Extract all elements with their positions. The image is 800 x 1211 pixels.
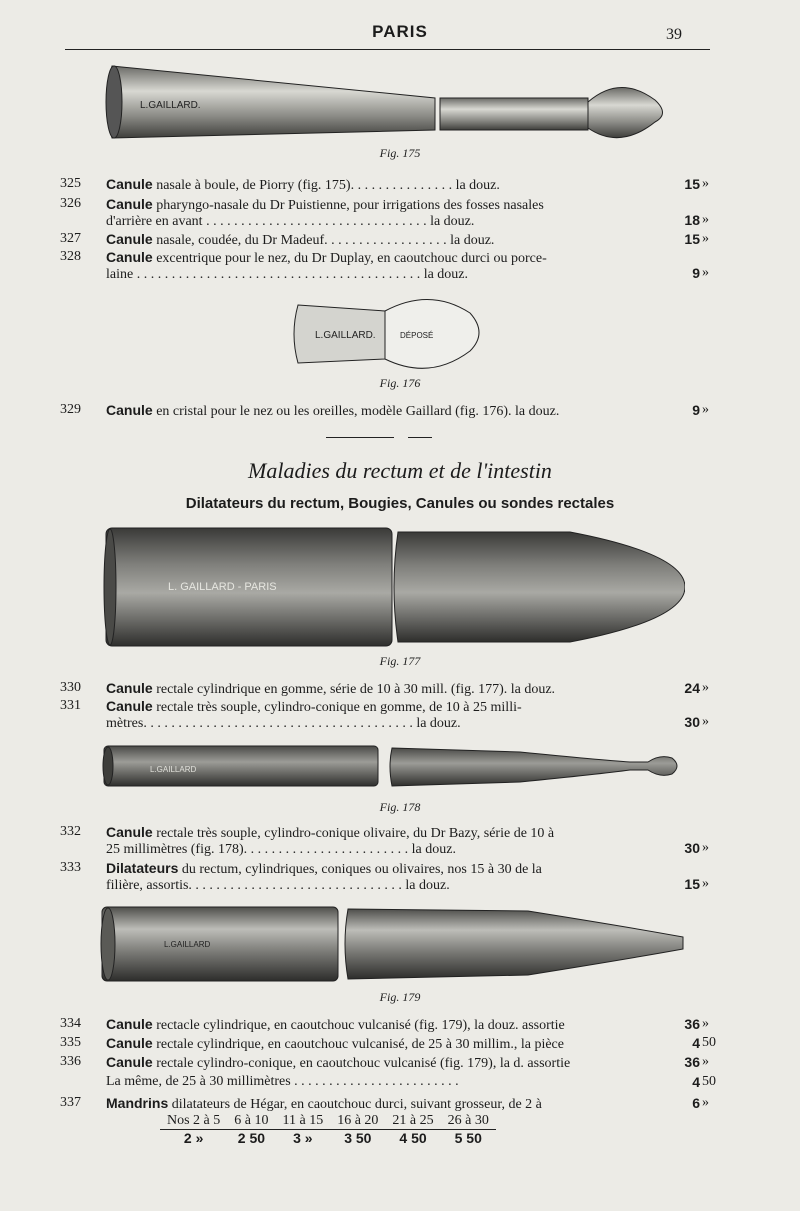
entry-text: rectacle cylindrique, en caoutchouc vulcanisé (fig. 179), la douz. assortie [156,1018,565,1033]
entry-number: 331 [60,698,81,713]
entry-price: 4 [692,1035,700,1051]
figure-178-stamp: L.GAILLARD [150,765,197,774]
entry-number: 327 [60,231,81,246]
entry-cents: » [702,212,709,227]
price-cell: 2 » [183,1130,204,1146]
price-cell: 5 50 [454,1130,482,1146]
section-subtitle: Dilatateurs du rectum, Bougies, Canules ou sondes rectales [185,495,615,512]
figure-179-stamp: L.GAILLARD [164,940,211,949]
price-cell: 3 50 [344,1130,372,1146]
figure-175-illustration [100,60,680,145]
entry-keyword: Canule [106,196,153,212]
catalog-entry [60,402,720,420]
entry-text: excentrique pour le nez, du Dr Duplay, en caoutchouc durci ou porce- [156,251,547,266]
entry-keyword: Mandrins [106,1095,169,1111]
entry-text: mètres. . . . . . . . . . . . . . . . . . . . . . . . . . . . . . . . . . . . . . . la douz. [106,716,461,731]
entry-number: 330 [60,680,81,695]
entry-cents: » [702,1016,709,1031]
catalog-entry [60,231,720,249]
figure-176-stamp: L.GAILLARD. [315,330,376,341]
entry-keyword: Canule [106,1054,153,1070]
catalog-entry [60,176,720,194]
entry-cents: » [702,1095,709,1110]
entry-text: 25 millimètres (fig. 178). . . . . . . . . . . . . . . . . . . . . . . . la douz. [106,842,456,857]
figure-176-caption: Fig. 176 [379,376,421,390]
price-cell: 2 50 [237,1130,266,1146]
entry-keyword: Canule [106,698,153,714]
entry-number: 332 [60,824,81,839]
section-title: Maladies du rectum et de l'intestin [248,458,552,483]
entry-number: 337 [60,1095,81,1110]
entry-text: La même, de 25 à 30 millimètres . . . . . . . . . . . . . . . . . . . . . . . . [106,1074,459,1089]
catalog-entry [60,249,720,283]
entry-price: 30 [684,840,700,856]
page-number: 39 [666,26,682,43]
entry-keyword: Canule [106,1035,153,1051]
entry-keyword: Canule [106,231,153,247]
entry-text: en cristal pour le nez ou les oreilles, modèle Gaillard (fig. 176). la douz. [156,404,560,419]
figure-176-illustration [290,293,490,375]
price-cell: 3 » [293,1130,313,1146]
entry-cents: » [702,714,709,729]
entry-keyword: Canule [106,824,153,840]
size-cell: Nos 2 à 5 [160,1113,227,1130]
entry-price: 36 [684,1016,700,1032]
size-cell: 16 à 20 [330,1113,385,1130]
entry-price: 24 [684,680,700,696]
catalog-entry [60,1035,720,1053]
entry-text: rectale cylindrique, en caoutchouc vulcanisé, de 25 à 30 millim., la pièce [156,1037,564,1052]
entry-price: 15 [684,231,700,247]
entry-text: d'arrière en avant . . . . . . . . . . . . . . . . . . . . . . . . . . . . . . . . la douz. [106,214,475,229]
entry-cents: » [702,402,709,417]
entry-price: 4 [692,1074,700,1090]
figure-175-caption: Fig. 175 [379,146,421,160]
figure-177-caption: Fig. 177 [379,654,421,668]
entry-keyword: Canule [106,680,153,696]
entry-cents: 50 [702,1035,716,1050]
entry-price: 9 [692,265,700,281]
entry-text: dilatateurs de Hégar, en caoutchouc durci, suivant grosseur, de 2 à [171,1097,542,1112]
entry-keyword: Canule [106,249,153,265]
entry-text: nasale à boule, de Piorry (fig. 175). . . . . . . . . . . . . . . la douz. [156,178,500,193]
figure-179-caption: Fig. 179 [379,990,421,1004]
catalog-entry [60,1016,720,1034]
entry-price: 9 [692,402,700,418]
entry-cents: » [702,231,709,246]
entry-text: rectale cylindro-conique, en caoutchouc vulcanisé (fig. 179), la d. assortie [156,1056,571,1071]
entry-cents: » [702,680,709,695]
size-cell: 6 à 10 [227,1113,275,1130]
mandrin-size-table [160,1113,496,1146]
entry-keyword: Canule [106,1016,153,1032]
figure-175-stamp: L.GAILLARD. [140,100,201,111]
figure-177-illustration [100,524,685,650]
size-cell: 11 à 15 [276,1113,331,1130]
figure-176-stamp-deposit: DÉPOSÉ [400,331,434,340]
catalog-entry [60,196,720,230]
catalog-entry [60,1095,720,1113]
entry-cents: » [702,265,709,280]
entry-cents: 50 [702,1074,716,1089]
catalog-entry [60,1054,720,1072]
entry-text: laine . . . . . . . . . . . . . . . . . . . . . . . . . . . . . . . . . . . . . . . . . la douz. [106,267,469,282]
size-cell: 21 à 25 [385,1113,440,1130]
catalog-entry [60,860,720,894]
entry-text: pharyngo-nasale du Dr Puistienne, pour irrigations des fosses nasales [156,198,544,213]
entry-text: nasale, coudée, du Dr Madeuf. . . . . . . . . . . . . . . . . . la douz. [156,233,495,248]
figure-178-caption: Fig. 178 [379,800,421,814]
entry-price: 15 [684,176,700,192]
entry-cents: » [702,1054,709,1069]
figure-178-illustration [100,742,685,792]
entry-number: 326 [60,196,81,211]
entry-price: 18 [684,212,700,228]
catalog-entry [60,824,720,858]
entry-cents: » [702,876,709,891]
entry-number: 335 [60,1035,81,1050]
figure-177-stamp: L. GAILLARD - PARIS [168,581,277,593]
catalog-entry [60,680,720,698]
entry-number: 329 [60,402,81,417]
entry-number: 325 [60,176,81,191]
catalog-entry [60,1074,720,1092]
entry-number: 336 [60,1054,81,1069]
entry-text: rectale très souple, cylindro-conique en gomme, de 10 à 25 milli- [156,700,522,715]
section-separator-short [408,437,432,438]
entry-number: 333 [60,860,81,875]
entry-text: filière, assortis. . . . . . . . . . . . . . . . . . . . . . . . . . . . . . . la douz. [106,878,450,893]
entry-cents: » [702,840,709,855]
header-rule [65,49,710,50]
entry-keyword: Canule [106,402,153,418]
page-header-title: PARIS [372,22,428,41]
entry-text: rectale très souple, cylindro-conique olivaire, du Dr Bazy, série de 10 à [156,826,555,841]
entry-cents: » [702,176,709,191]
entry-keyword: Canule [106,176,153,192]
figure-179-illustration [98,903,688,985]
entry-text: rectale cylindrique en gomme, série de 10 à 30 mill. (fig. 177). la douz. [156,682,556,697]
size-cell: 26 à 30 [441,1113,496,1130]
entry-number: 334 [60,1016,81,1031]
catalog-entry [60,698,720,732]
price-cell: 4 50 [399,1130,427,1146]
entry-price: 36 [684,1054,700,1070]
entry-price: 15 [684,876,700,892]
section-separator-long [326,437,394,438]
entry-price: 6 [692,1095,700,1111]
entry-price: 30 [684,714,700,730]
entry-text: du rectum, cylindriques, coniques ou olivaires, nos 15 à 30 de la [181,862,542,877]
entry-number: 328 [60,249,81,264]
entry-keyword: Dilatateurs [106,860,179,876]
